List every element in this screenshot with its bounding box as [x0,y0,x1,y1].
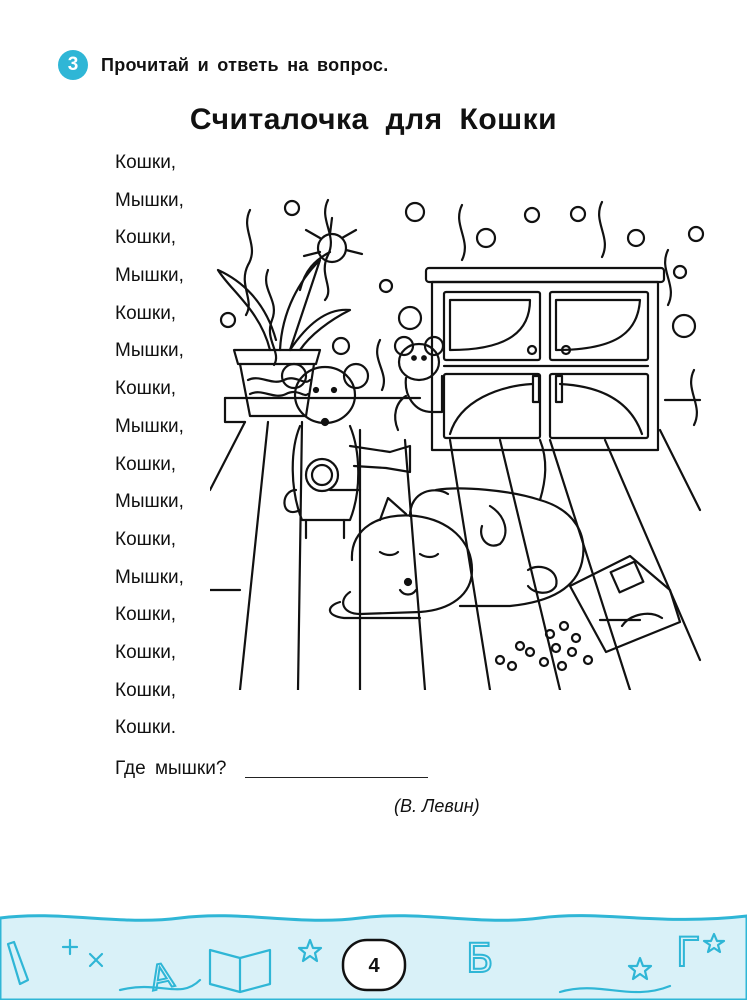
poem-line: Мышки, [115,265,184,287]
poem-line: Кошки, [115,378,177,400]
letter-b-icon: Б [466,936,494,982]
coloring-illustration [210,190,710,690]
question: Где мышки? [115,758,227,779]
poem-line: Кошки, [115,302,177,324]
poem-line: Кошки, [115,227,177,249]
task-number-badge: 3 [58,50,88,80]
cabinet [426,268,664,450]
poem [115,148,184,751]
poem-line: Мышки, [115,340,184,362]
spilled-bag [496,556,680,670]
poem-line: Кошки, [115,152,177,173]
poem-line: Мышки, [115,189,184,211]
mouse-peeking [395,337,443,430]
poem-title: Считалочка для Кошки [189,103,558,136]
poem-line: Мышки, [115,491,184,513]
poem-line: Кошки, [115,679,177,701]
poem-line: Мышки, [115,415,184,437]
letter-g-icon: Г [676,930,701,976]
poem-line: Кошки. [115,717,177,739]
poem-line: Кошки, [115,453,177,475]
poem-line: Кошки, [115,528,177,550]
page-number: 4 [368,954,380,977]
poem-line: Кошки, [115,604,177,626]
task-instruction: Прочитай и ответь на вопрос. [101,54,389,75]
author: (В. Левин) [394,796,480,816]
task-header [58,50,389,80]
poem-line: Кошки, [115,641,177,663]
wallpaper-dots [221,201,703,354]
letter-a-icon: А [146,955,178,1000]
floor [210,398,700,690]
poem-line: Мышки, [115,566,184,588]
answer-line[interactable] [245,777,428,778]
